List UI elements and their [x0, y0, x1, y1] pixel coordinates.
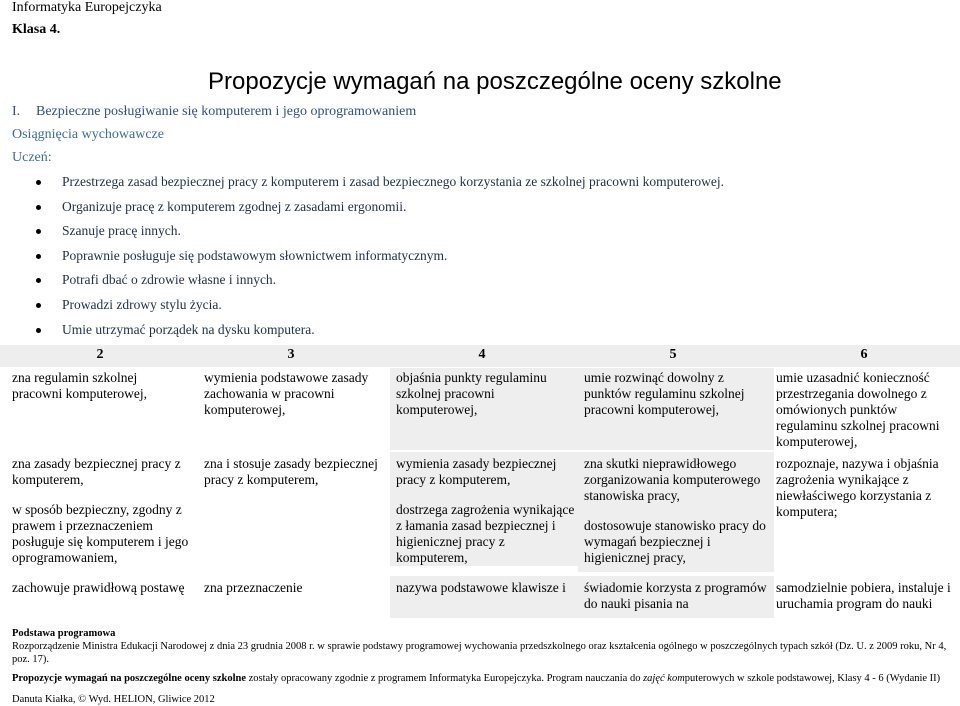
requirement-cell [776, 456, 954, 534]
list-item [36, 320, 724, 345]
credit-italic-b: puterowych [684, 673, 735, 684]
requirement-text: umie uzasadnić konieczność przestrzegania dowolnego z omówionych punktów regulaminu szkolnej pracowni komputerowej, [776, 370, 940, 449]
requirement-cell [12, 580, 196, 610]
basis-heading: Podstawa programowa [12, 628, 116, 639]
credit-tail: w szkole podstawowej, Klasy 4 - 6 (Wydanie II) [736, 673, 941, 684]
requirement-cell [390, 368, 578, 450]
list-item-text: Prowadzi zdrowy stylu życia. [62, 296, 222, 312]
requirement-text: wymienia zasady bezpiecznej pracy z komputerem, [396, 456, 557, 487]
requirement-cell [204, 370, 382, 432]
requirement-cell [204, 580, 382, 610]
grade-header: 2 [96, 347, 104, 362]
requirement-cell [390, 452, 578, 566]
requirement-text: objaśnia punkty regulaminu szkolnej pracowni komputerowej, [396, 370, 547, 417]
list-item-text: Potrafi dbać o zdrowie własne i innych. [62, 272, 277, 288]
requirement-cell [12, 370, 190, 416]
requirement-text: świadomie korzysta z programów do nauki pisania na [584, 580, 767, 611]
requirement-text: rozpoznaje, nazywa i objaśnia zagrożenia wynikające z niewłaściwego korzystania z komputera; [776, 456, 939, 519]
curriculum-basis [12, 627, 948, 666]
grade-header-row [0, 345, 960, 367]
requirement-text: zna i stosuje zasady bezpiecznej pracy z komputerem, [204, 456, 378, 487]
list-item-text: Poprawnie posługuje się podstawowym słownictwem informatycznym. [62, 247, 448, 263]
requirement-cell [390, 576, 578, 618]
requirement-cell [12, 456, 190, 580]
list-item-text: Szanuje pracę innych. [62, 223, 181, 239]
list-item-text: Umie utrzymać porządek na dysku komputera. [62, 321, 315, 337]
bullet-icon [36, 278, 41, 283]
requirement-cell [578, 452, 774, 572]
requirement-text: zachowuje prawidłową postawę [12, 580, 185, 595]
basis-text: Rozporządzenie Ministra Edukacji Narodowej z dnia 23 grudnia 2008 r. w sprawie podstawy programowej wychowania przedszkolnego oraz kształcenia ogólnego w poszczególnych typach szkół (Dz. U. z 2009 roku, Nr 4, poz. 17). [12, 641, 947, 665]
grade-header: 5 [669, 347, 677, 362]
list-item-text: Przestrzega zasad bezpiecznej pracy z komputerem i zasad bezpiecznego korzystania ze szkolnej pracowni komputerowej. [62, 174, 724, 189]
requirement-text: umie rozwinąć dowolny z punktów regulaminu szkolnej pracowni komputerowej, [584, 370, 745, 417]
bullet-icon [36, 180, 41, 185]
author-line: Danuta Kiałka, © Wyd. HELION, Gliwice 2012 [12, 694, 215, 705]
requirement-text: dostrzega zagrożenia wynikające z łamania zasad bezpiecznej i higienicznej pracy z komputerem, [396, 502, 575, 565]
list-item [36, 246, 724, 271]
requirement-text: zna skutki nieprawidłowego zorganizowania komputerowego stanowiska pracy, [584, 456, 761, 503]
requirement-cell [776, 370, 954, 464]
list-item [36, 295, 724, 320]
list-item [36, 172, 724, 197]
credit-italic [643, 673, 685, 684]
section-title: Bezpieczne posługiwanie się komputerem i jego oprogramowaniem [36, 104, 417, 119]
requirement-cell [578, 368, 774, 450]
requirement-text: dostosowuje stanowisko pracy do wymagań bezpiecznej i higienicznej pracy, [584, 518, 766, 565]
requirement-text: nazywa podstawowe klawisze i [396, 580, 566, 595]
credit-bold: Propozycje wymagań na poszczególne oceny szkolne [12, 673, 246, 684]
grade-header: 6 [860, 347, 868, 362]
bullet-icon [36, 328, 41, 333]
bullet-icon [36, 205, 41, 210]
requirement-text: zna przeznaczenie [204, 580, 303, 595]
requirement-text: w sposób bezpieczny, zgodny z prawem i przeznaczeniem posługuje się komputerem i jego oprogramowaniem, [12, 502, 189, 565]
bullet-icon [36, 254, 41, 259]
grade-header: 4 [478, 347, 486, 362]
achievements-list [36, 172, 724, 344]
subject-title: Informatyka Europejczyka [12, 0, 162, 15]
requirement-text: zna zasady bezpiecznej pracy z komputerem, [12, 456, 181, 487]
list-item-text: Organizuje pracę z komputerem zgodnej z zasadami ergonomii. [62, 198, 407, 214]
page-title: Propozycje wymagań na poszczególne oceny szkolne [208, 68, 782, 95]
requirement-cell [204, 456, 382, 502]
section-number: I. [12, 104, 21, 119]
requirement-text: samodzielnie pobiera, instaluje i uruchamia program do nauki [776, 580, 951, 611]
bullet-icon [36, 229, 41, 234]
credit-text: zostały opracowany zgodnie z programem Informatyka Europejczyka. Program nauczania do [248, 673, 641, 684]
credit-line [12, 672, 952, 685]
grade-header: 3 [287, 347, 295, 362]
requirement-cell [776, 580, 954, 626]
section-heading [12, 104, 416, 120]
requirement-cell [578, 576, 774, 618]
subheading: Osiągnięcia wychowawcze [12, 127, 164, 142]
requirement-text: zna regulamin szkolnej pracowni komputerowej, [12, 370, 147, 401]
pupil-label: Uczeń: [12, 150, 52, 165]
list-item [36, 221, 724, 246]
list-item [36, 197, 724, 222]
credit-italic-a: zajęć kom [643, 673, 685, 684]
bullet-icon [36, 303, 41, 308]
list-item [36, 270, 724, 295]
class-label: Klasa 4. [12, 22, 61, 37]
requirement-text: wymienia podstawowe zasady zachowania w pracowni komputerowej, [204, 370, 369, 417]
